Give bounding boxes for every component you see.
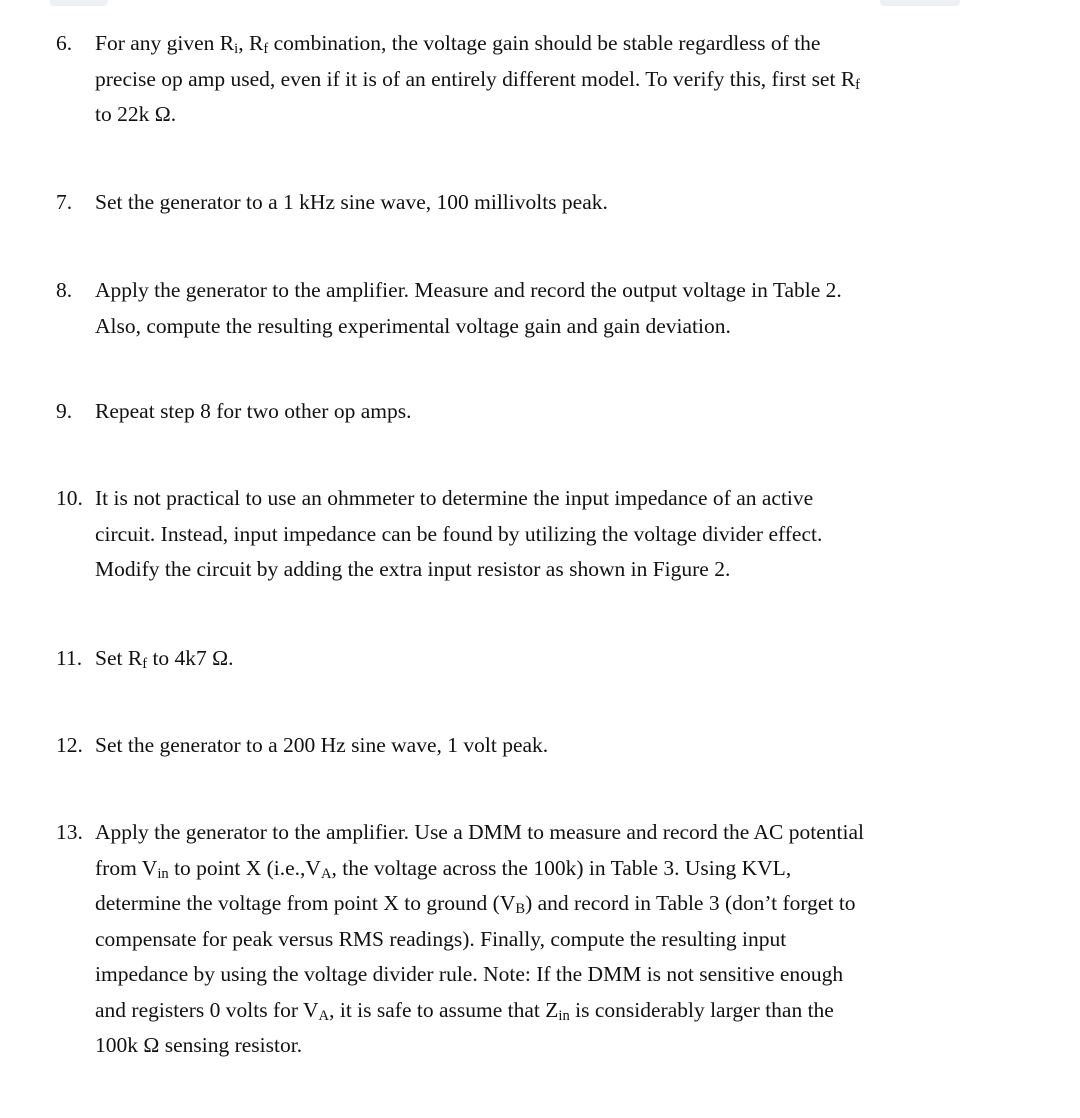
text-segment: ) and record in Table 3 (don’t forget to xyxy=(525,891,856,915)
step-9 xyxy=(56,394,1036,430)
text-segment: , R xyxy=(238,31,264,55)
text-segment: is considerably larger than the xyxy=(569,997,834,1022)
step-text xyxy=(95,394,1036,430)
text-segment: Apply the generator to the amplifier. Measure and record the output voltage in Table 2. xyxy=(95,278,842,302)
text-line xyxy=(95,922,1036,958)
step-text xyxy=(95,815,1036,1064)
text-segment: to point X (i.e.,V xyxy=(168,855,321,880)
subscript: B xyxy=(515,901,526,918)
top-edge-artifact-left xyxy=(50,0,108,6)
text-line xyxy=(95,309,1036,345)
step-text xyxy=(95,273,1036,344)
text-segment: Set R xyxy=(95,646,143,670)
text-line xyxy=(95,552,1036,588)
subscript: i xyxy=(234,41,239,58)
step-8 xyxy=(56,273,1036,344)
text-segment: , it is safe to assume that Z xyxy=(329,997,559,1022)
step-10 xyxy=(56,481,1036,588)
subscript: f xyxy=(263,41,269,58)
text-segment: circuit. Instead, input impedance can be found by utilizing the voltage divider effect. xyxy=(95,521,823,546)
step-text xyxy=(95,641,1036,677)
text-line xyxy=(95,728,1036,764)
text-segment: Also, compute the resulting experimental voltage gain and gain deviation. xyxy=(95,313,731,338)
text-segment: determine the voltage from point X to ground (V xyxy=(95,891,516,915)
text-line xyxy=(95,957,1036,993)
text-line xyxy=(95,815,1036,851)
step-text xyxy=(95,185,1036,221)
step-text xyxy=(95,728,1036,764)
step-number: 11. xyxy=(56,646,83,670)
step-7 xyxy=(56,185,1036,221)
text-segment: Repeat step 8 for two other op amps. xyxy=(95,399,412,423)
text-line xyxy=(95,517,1036,553)
step-11 xyxy=(56,641,1036,677)
text-segment: Set the generator to a 200 Hz sine wave, 1 volt peak. xyxy=(95,733,549,757)
text-segment: 100k Ω sensing resistor. xyxy=(95,1033,303,1057)
text-line xyxy=(95,273,1036,309)
text-line xyxy=(95,886,1036,922)
step-13 xyxy=(56,815,1036,1064)
text-segment: It is not practical to use an ohmmeter to determine the input impedance of an active xyxy=(95,486,814,510)
step-number: 8. xyxy=(56,278,73,302)
text-segment: Set the generator to a 1 kHz sine wave, 100 millivolts peak. xyxy=(95,190,608,214)
text-segment: to 4k7 Ω. xyxy=(147,646,234,670)
top-edge-artifact-right xyxy=(880,0,960,6)
step-number: 10. xyxy=(56,486,83,510)
text-segment: precise op amp used, even if it is of an entirely different model. To verify this, first set R xyxy=(95,66,856,91)
text-line xyxy=(95,62,1036,98)
step-number: 12. xyxy=(56,733,83,757)
text-segment: , the voltage across the 100k) in Table 3. Using KVL, xyxy=(331,855,792,880)
text-line xyxy=(95,641,1036,677)
step-6 xyxy=(56,26,1036,133)
text-segment: from V xyxy=(95,855,158,880)
text-segment: to 22k Ω. xyxy=(95,102,177,126)
text-line xyxy=(95,481,1036,517)
step-text xyxy=(95,481,1036,588)
subscript: in xyxy=(558,1007,570,1024)
step-number: 7. xyxy=(56,190,73,214)
step-12 xyxy=(56,728,1036,764)
text-line xyxy=(95,26,1036,62)
text-line xyxy=(95,185,1036,221)
step-number: 6. xyxy=(56,31,73,55)
text-segment: Apply the generator to the amplifier. Use a DMM to measure and record the AC potential xyxy=(95,820,865,844)
text-segment: compensate for peak versus RMS readings). Finally, compute the resulting input xyxy=(95,926,787,951)
text-line xyxy=(95,97,1036,133)
step-number: 9. xyxy=(56,399,73,423)
text-segment: Modify the circuit by adding the extra input resistor as shown in Figure 2. xyxy=(95,557,731,581)
subscript: A xyxy=(318,1007,330,1024)
subscript: in xyxy=(157,865,169,882)
text-segment: and registers 0 volts for V xyxy=(95,997,319,1022)
text-segment: For any given R xyxy=(95,31,235,55)
subscript: f xyxy=(855,76,861,93)
text-line xyxy=(95,1028,1036,1064)
text-segment: combination, the voltage gain should be stable regardless of the xyxy=(268,31,821,55)
text-line xyxy=(95,851,1036,887)
text-line xyxy=(95,394,1036,430)
step-number: 13. xyxy=(56,820,83,844)
text-segment: impedance by using the voltage divider rule. Note: If the DMM is not sensitive enough xyxy=(95,962,844,986)
subscript: A xyxy=(320,865,332,882)
subscript: f xyxy=(142,656,148,673)
step-text xyxy=(95,26,1036,133)
text-line xyxy=(95,993,1036,1029)
